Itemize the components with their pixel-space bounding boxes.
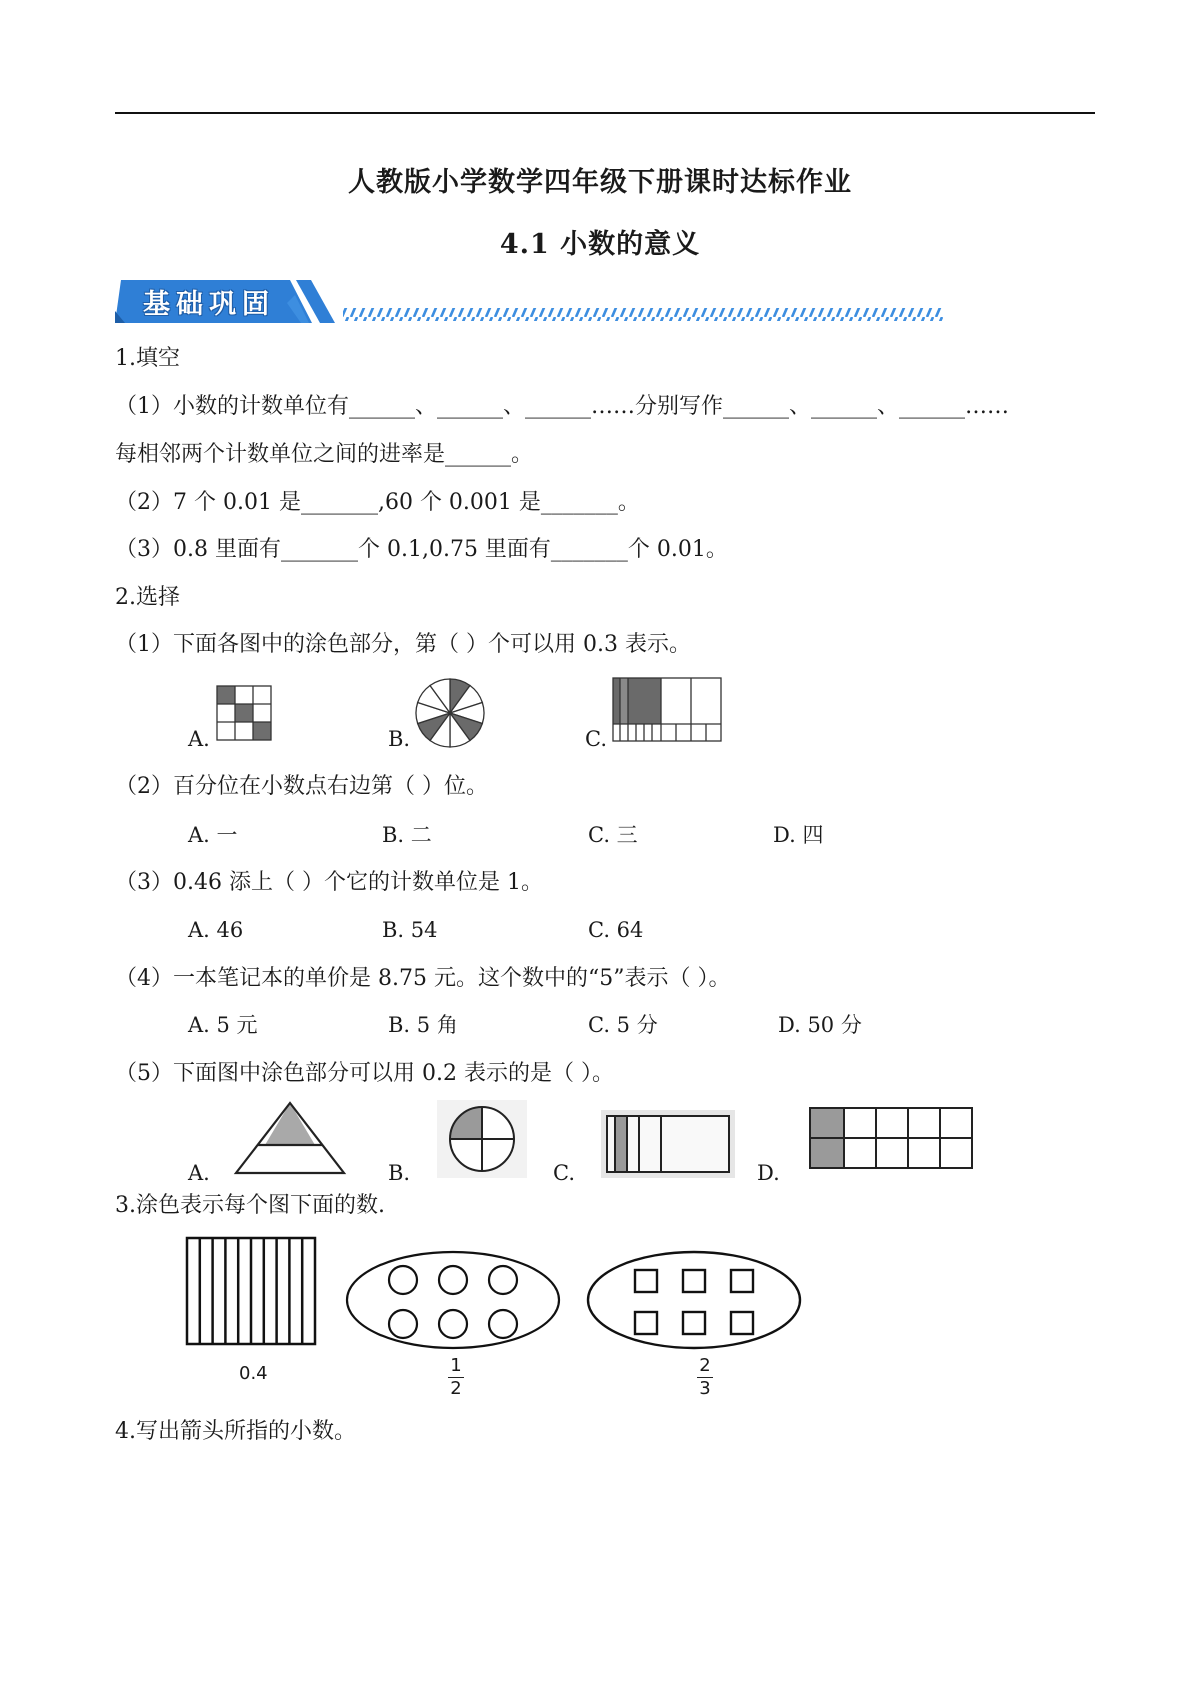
- q2-sub3-option-a: A. 46: [188, 918, 244, 942]
- fraction-numerator: 1: [450, 1355, 462, 1376]
- fraction-denominator: 2: [450, 1378, 462, 1399]
- q3-label-second: [446, 1357, 466, 1398]
- q2-sub2-option-a: A. 一: [188, 823, 238, 847]
- q2-sub4-option-b: B. 5 角: [388, 1013, 458, 1037]
- q2-sub3-option-b: B. 54: [382, 918, 438, 942]
- circle-figure-b: [412, 675, 488, 751]
- q2-sub2-option-d: D. 四: [773, 823, 824, 847]
- q3-label-third: [695, 1357, 715, 1398]
- q2-sub1-option-c: C.: [585, 727, 607, 751]
- rect-figure-c2: [601, 1110, 735, 1178]
- q2-sub5-question: （5）下面图中涂色部分可以用 0.2 表示的是（ ）。: [115, 1061, 614, 1086]
- q3-title: 3.涂色表示每个图下面的数.: [115, 1193, 385, 1218]
- top-rule: [115, 112, 1095, 114]
- q2-sub2-question: （2）百分位在小数点右边第（ ）位。: [115, 774, 488, 799]
- striped-rect-figure: [185, 1236, 319, 1348]
- banner-label: 基础巩固: [143, 289, 275, 320]
- rect-figure-c: [612, 677, 724, 743]
- q2-sub2-option-b: B. 二: [382, 823, 432, 847]
- q2-title: 2.选择: [115, 585, 180, 610]
- ellipse-circles-figure: [345, 1250, 565, 1352]
- q2-sub5-option-c: C.: [553, 1161, 575, 1185]
- q4-title: 4.写出箭头所指的小数。: [115, 1419, 356, 1444]
- fraction-numerator: 2: [699, 1355, 711, 1376]
- q2-sub4-option-a: A. 5 元: [188, 1013, 258, 1037]
- q2-sub5-option-a: A.: [188, 1161, 210, 1185]
- q3-label-first: 0.4: [239, 1363, 268, 1384]
- q2-sub1-option-a: A.: [188, 727, 210, 751]
- q2-sub2-option-c: C. 三: [588, 823, 638, 847]
- q1-part1-line1: （1）小数的计数单位有______、______、______……分别写作______、______、______……: [115, 394, 1009, 419]
- q2-sub5-option-b: B.: [388, 1161, 411, 1185]
- page-title: 人教版小学数学四年级下册课时达标作业: [348, 167, 852, 198]
- triangle-figure-a: [235, 1100, 347, 1176]
- q2-sub5-option-d: D.: [757, 1161, 780, 1185]
- q2-sub4-option-c: C. 5 分: [588, 1013, 658, 1037]
- fraction-denominator: 3: [699, 1378, 711, 1399]
- q2-sub3-option-c: C. 64: [588, 918, 644, 942]
- q2-sub4-question: （4）一本笔记本的单价是 8.75 元。这个数中的“5”表示（ ）。: [115, 966, 731, 991]
- q2-sub4-option-d: D. 50 分: [778, 1013, 862, 1037]
- q1-part2: （2）7 个 0.01 是_______,60 个 0.001 是_______。: [115, 490, 640, 515]
- circle-figure-b2: [437, 1100, 527, 1178]
- grid-figure-a: [216, 685, 274, 743]
- page-subtitle: 4.1 小数的意义: [499, 229, 701, 260]
- q1-part3: （3）0.8 里面有_______个 0.1,0.75 里面有_______个 0.01。: [115, 537, 728, 562]
- q1-part1-line2: 每相邻两个计数单位之间的进率是______。: [115, 442, 534, 467]
- ellipse-squares-figure: [586, 1250, 806, 1352]
- q2-sub1-option-b: B.: [388, 727, 411, 751]
- q1-title: 1.填空: [115, 346, 180, 371]
- q2-sub1-question: （1）下面各图中的涂色部分，第（ ）个可以用 0.3 表示。: [115, 632, 691, 657]
- grid-figure-d: [806, 1102, 976, 1174]
- q2-sub3-question: （3）0.46 添上（ ）个它的计数单位是 1。: [115, 870, 543, 895]
